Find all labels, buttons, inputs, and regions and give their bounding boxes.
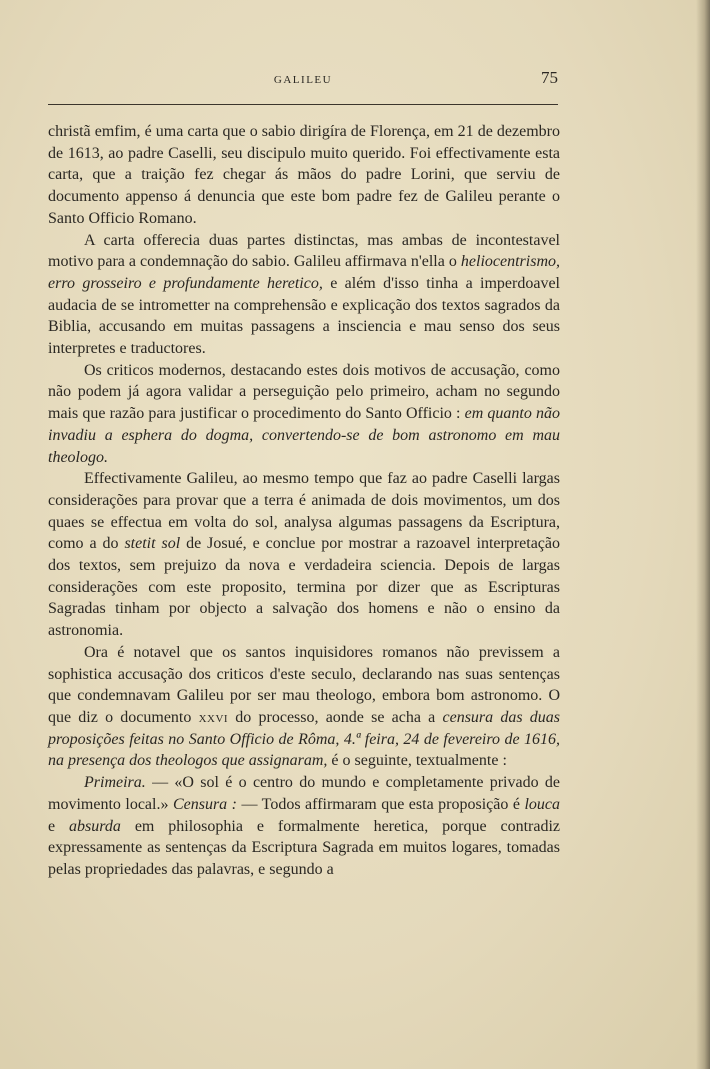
text-run: Effectivamente Galileu, ao mesmo tempo que faz ao padre Caselli largas considerações para provar que a terra é animada de dois movimentos, um dos quaes se effectua em volta do sol, analysa algumas passagens da Escriptura, como a do (48, 470, 560, 553)
italic-run: em quanto não invadiu a esphera do dogma, convertendo-se de bom astronomo em mau theologo. (48, 405, 560, 466)
text-run: em philosophia e formalmente heretica, porque contradiz expressamente as sentenças da Escriptura Sagrada em muitos logares, tomadas pelas propriedades das palavras, e segundo a (48, 817, 560, 878)
text-run: A carta offerecia duas partes distinctas, mas ambas de incontestavel motivo para a condemnação do sabio. Galileu affirmava n'ella o (48, 231, 560, 271)
text-run: de Josué, e conclue por mostrar a razoavel interpretação dos textos, sem prejuizo da nova e verdadeira sciencia. Depois de largas considerações com este proposito, termina por dizer que as Escripturas Sagradas tinham por objecto a salvação dos homens e não o ensino da astronomia. (48, 535, 560, 640)
paragraph (48, 772, 560, 881)
text-run: — «O sol é o centro do mundo e completamente privado de movimento local.» (48, 774, 560, 813)
text-run: Ora é notavel que os santos inquisidores romanos não previssem a sophistica accusação dos criticos d'este seculo, declarando nas suas sentenças que condemnavam Galileu por ser mau theologo, embora bom astronomo. O que diz o documento (48, 643, 560, 726)
smallcaps-run: xxvi (198, 708, 229, 726)
text-run: do processo, aonde se acha a (228, 708, 443, 726)
body-text (48, 121, 560, 881)
paragraph (48, 642, 560, 772)
italic-run: Primeira. (84, 774, 146, 792)
running-head: GALILEU (273, 74, 333, 86)
text-run: Os criticos modernos, destacando estes dois motivos de accusação, como não podem já agora validar a perseguição pelo primeiro, acham no segundo mais que razão para justificar o procedimento do Santo Officio : (48, 361, 560, 423)
italic-run: louca (524, 795, 560, 813)
paragraph (48, 230, 560, 360)
italic-run: censura das duas proposições feitas no Santo Officio de Rôma, 4.ª feira, 24 de fevereiro de 1616, na presença dos theologos que assignaram, (48, 708, 561, 770)
text-run: e além d'isso tinha a imperdoavel audacia de se intrometter na comprehensão e explicação dos textos sagrados da Biblia, accusando em muitas passagens a insciencia e mau senso dos seus interpretes e traductores. (48, 274, 560, 358)
italic-run: stetit sol (124, 535, 181, 553)
paragraph (48, 121, 560, 230)
text-run: e (48, 817, 70, 835)
page-header (48, 68, 558, 92)
italic-run: absurda (69, 817, 121, 835)
italic-run: Censura : (172, 795, 237, 813)
page-edge-shadow (696, 0, 710, 1069)
header-rule (48, 104, 558, 105)
text-run: christã emfim, é uma carta que o sabio dirigíra de Florença, em 21 de dezembro de 1613, ao padre Caselli, seu discipulo muito querido. Foi effectivamente esta carta, que a traição fez chegar ás mãos do padre Lorini, que serviu de documento appenso á denuncia que este bom padre fez de Galileu perante o Santo Officio Romano. (48, 123, 560, 227)
text-run: é o seguinte, textualmente : (327, 752, 507, 770)
paragraph (48, 360, 560, 469)
page-number: 75 (541, 68, 558, 87)
italic-run: heliocentrismo, erro grosseiro e profundamente heretico, (48, 253, 560, 292)
text-run: — Todos affirmaram que esta proposição é (237, 795, 525, 813)
paragraph (48, 468, 560, 642)
